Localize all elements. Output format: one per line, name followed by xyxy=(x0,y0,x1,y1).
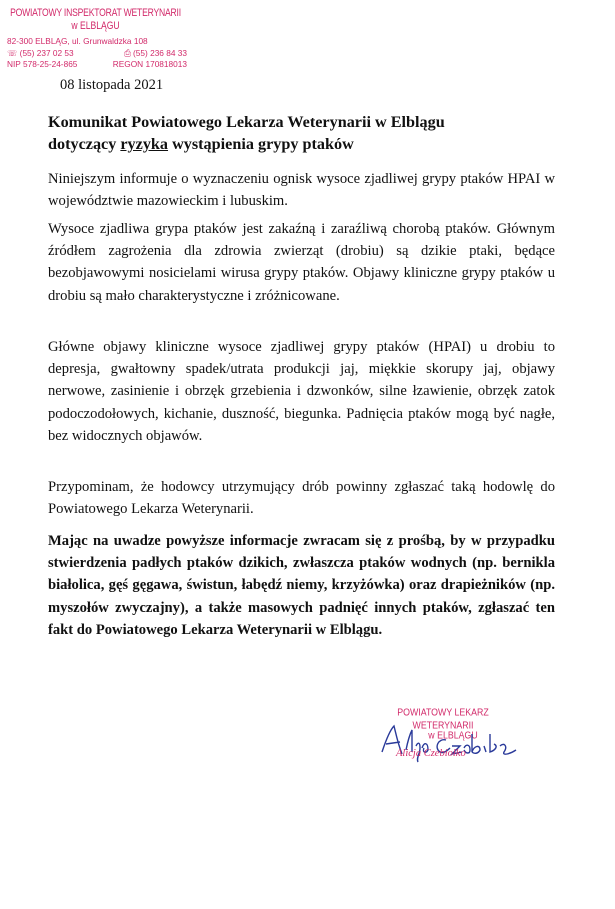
paragraph-3: Główne objawy kliniczne wysoce zjadliwej grypy ptaków (HPAI) u drobiu to depresja, gwałtowny spadek/utrata produkcji jaj, miękkie skorupy jaj, objawy nerwowe, zasinienie i obrzęk grzebienia i dzwonków, silne łzawienie, obrzęk zatok podoczodołowych, kichanie, duszność, biegunka. Padnięcia ptaków mogą być nagłe, bez widocznych objawów. xyxy=(48,339,555,444)
stamp-fax: ⎙ (55) 236 84 33 xyxy=(124,47,187,58)
header-stamp xyxy=(8,6,183,30)
title-underlined-word: ryzyka xyxy=(120,135,169,153)
signature-stamp-name: Alicja Czebiołko xyxy=(396,748,466,759)
stamp-nip: NIP 578-25-24-865 xyxy=(7,59,78,70)
stamp-phone-fax xyxy=(7,48,187,60)
stamp-address: 82-300 ELBLĄG, ul. Grunwaldzka 108 xyxy=(7,36,148,46)
document-title xyxy=(48,111,558,155)
document-date: 08 listopada 2021 xyxy=(60,77,164,93)
stamp-phone: ☏ (55) 237 02 53 xyxy=(7,47,74,58)
stamp-contact-block xyxy=(7,36,187,71)
title-line-2: dotyczący ryzyka wystąpienia grypy ptaków xyxy=(48,135,354,153)
signature-stamp-city: w ELBLĄGU xyxy=(428,728,478,741)
paragraph-5-bold-request: Mając na uwadze powyższe informacje zwracam się z prośbą, by w przypadku stwierdzenia padłych ptaków dzikich, zwłaszcza ptaków wodnych (np. bernikla białolica, gęś gęgawa, świstun, łabędź niemy, krzyżówka) oraz drapieżników (np. myszołów zwyczajny), a także masowych padnięć innych ptaków, zgłaszać ten fakt do Powiatowego Lekarza Weterynarii w Elblągu. xyxy=(48,533,555,638)
title-line-1: Komunikat Powiatowego Lekarza Weterynarii w Elblągu xyxy=(48,113,445,131)
stamp-regon: REGON 170818013 xyxy=(112,59,187,70)
paragraph-4: Przypominam, że hodowcy utrzymujący drób powinny zgłaszać taką hodowlę do Powiatowego Lekarza Weterynarii. xyxy=(48,479,555,518)
stamp-city: w ELBLĄGU xyxy=(71,19,120,32)
stamp-nip-regon xyxy=(7,59,187,71)
paragraph-2: Wysoce zjadliwa grypa ptaków jest zakaźną i zaraźliwą chorobą ptaków. Głównym źródłem zagrożenia dla zdrowia zwierząt (drobiu) są dzikie ptaki, będące bezobjawowymi nosicielami wirusa grypy ptaków. Objawy kliniczne grypy ptaków u drobiu są mało charakterystyczne i zróżnicowane. xyxy=(48,221,555,304)
paragraph-1: Niniejszym informuje o wyznaczeniu ognisk wysoce zjadliwej grypy ptaków HPAI w województwie mazowieckim i lubuskim. xyxy=(48,171,555,210)
stamp-institution-name: POWIATOWY INSPEKTORAT WETERYNARII xyxy=(10,6,181,19)
signature-stamp-title: POWIATOWY LEKARZ WETERYNARII xyxy=(397,705,489,731)
